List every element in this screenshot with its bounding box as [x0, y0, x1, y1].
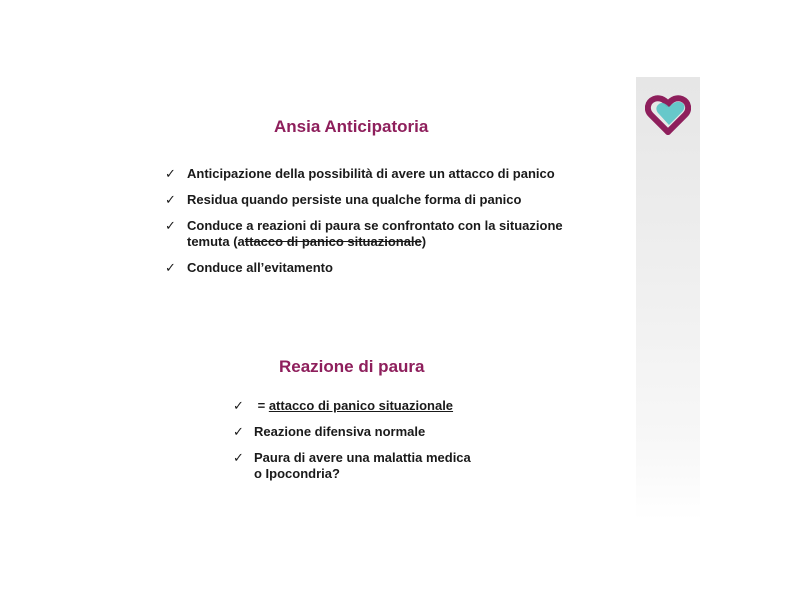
item-text: [254, 450, 471, 482]
item-line-1: Conduce a reazioni di paura se confrontato con la situazione: [187, 218, 563, 233]
check-icon: ✓: [233, 424, 244, 439]
bullet-list-ansia: [165, 166, 595, 286]
list-item: [165, 166, 595, 182]
list-item: [233, 450, 533, 482]
section-title-reazione: Reazione di paura: [279, 357, 425, 376]
bullet-list-reazione: [233, 398, 533, 492]
item-line-1: Paura di avere una malattia medica: [254, 450, 471, 465]
check-icon: ✓: [233, 450, 244, 465]
list-item: [165, 218, 595, 250]
item-line-2-prefix: temuta (a: [187, 234, 245, 249]
item-text: Residua quando persiste una qualche forma di panico: [187, 192, 522, 207]
item-text: Reazione difensiva normale: [254, 424, 426, 439]
item-line-2: o Ipocondria?: [254, 466, 340, 481]
check-icon: ✓: [165, 166, 176, 181]
side-strip: [636, 77, 700, 520]
item-text: [187, 218, 563, 250]
item-text: Anticipazione della possibilità di avere un attacco di panico: [187, 166, 555, 181]
heart-logo-icon: [645, 94, 691, 136]
equals-prefix: =: [254, 398, 269, 413]
section-title-ansia: Ansia Anticipatoria: [274, 117, 429, 136]
list-item: [165, 192, 595, 208]
item-text: Conduce all’evitamento: [187, 260, 333, 275]
item-text: [254, 398, 453, 414]
list-item: [165, 260, 595, 276]
check-icon: ✓: [165, 260, 176, 275]
list-item: [233, 424, 533, 440]
check-icon: ✓: [165, 192, 176, 207]
check-icon: ✓: [165, 218, 176, 233]
list-item: [233, 398, 533, 414]
underlined-text: attacco di panico situazionale: [268, 398, 454, 413]
item-line-2-suffix: ): [421, 234, 427, 249]
check-icon: ✓: [233, 398, 244, 413]
struck-text: ttacco di panico situazionale: [244, 234, 422, 249]
